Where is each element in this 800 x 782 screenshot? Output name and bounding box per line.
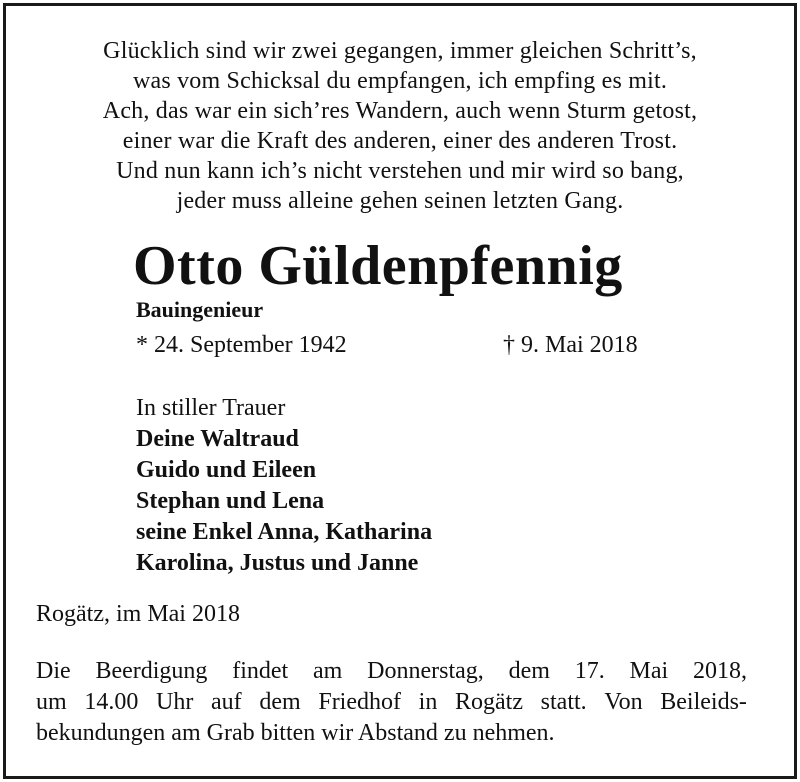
mourning-intro: In stiller Trauer (136, 395, 286, 421)
poem-line: jeder muss alleine gehen seinen letzten Gang. (176, 188, 624, 214)
funeral-word: Friedhof (318, 689, 401, 715)
funeral-word: Rogätz (455, 689, 523, 715)
funeral-word: dem (259, 689, 301, 715)
funeral-word: auf (211, 689, 242, 715)
place-and-date: Rogätz, im Mai 2018 (36, 601, 240, 627)
poem-line: Glücklich sind wir zwei gegangen, immer gleichen Schritt’s, (103, 38, 697, 64)
deceased-profession: Bauingenieur (136, 297, 264, 322)
poem-line: Ach, das war ein sich’res Wandern, auch wenn Sturm getost, (102, 98, 698, 124)
poem-line: was vom Schicksal du empfangen, ich empfing es mit. (132, 68, 668, 94)
funeral-word: 14.00 (84, 689, 139, 715)
death-date: † 9. Mai 2018 (503, 332, 638, 358)
funeral-word: in (418, 689, 438, 715)
funeral-word: um (36, 689, 67, 715)
mourner-name: Deine Waltraud (136, 426, 299, 452)
obituary-notice (3, 3, 797, 779)
funeral-word: am (313, 658, 343, 684)
funeral-word: Die (36, 658, 71, 684)
mourner-name: Stephan und Lena (136, 488, 325, 514)
mourner-name: Karolina, Justus und Janne (136, 550, 419, 576)
funeral-word: Beileids- (660, 689, 747, 715)
funeral-word: Uhr (156, 689, 194, 715)
funeral-word: Donnerstag, (367, 658, 484, 684)
funeral-line-2 (36, 687, 747, 718)
funeral-info (36, 656, 747, 749)
funeral-word: findet (232, 658, 289, 684)
poem-line: einer war die Kraft des anderen, einer des anderen Trost. (122, 128, 678, 154)
funeral-line-1 (36, 656, 747, 687)
funeral-word: statt. (540, 689, 587, 715)
funeral-line-3: bekundungen am Grab bitten wir Abstand zu nehmen. (36, 720, 555, 746)
funeral-word: Beerdigung (95, 658, 208, 684)
funeral-word: Von (604, 689, 643, 715)
poem (6, 36, 794, 216)
funeral-word: Mai (629, 658, 669, 684)
funeral-word: 17. (574, 658, 605, 684)
mourners-block (136, 393, 432, 579)
poem-line: Und nun kann ich’s nicht verstehen und mir wird so bang, (116, 158, 684, 184)
funeral-word: 2018, (692, 658, 747, 684)
mourner-name: Guido und Eileen (136, 457, 317, 483)
deceased-name: Otto Güldenpfennig (133, 235, 623, 297)
mourner-name: seine Enkel Anna, Katharina (136, 519, 433, 545)
funeral-word: dem (508, 658, 550, 684)
birth-date: * 24. September 1942 (136, 332, 347, 358)
